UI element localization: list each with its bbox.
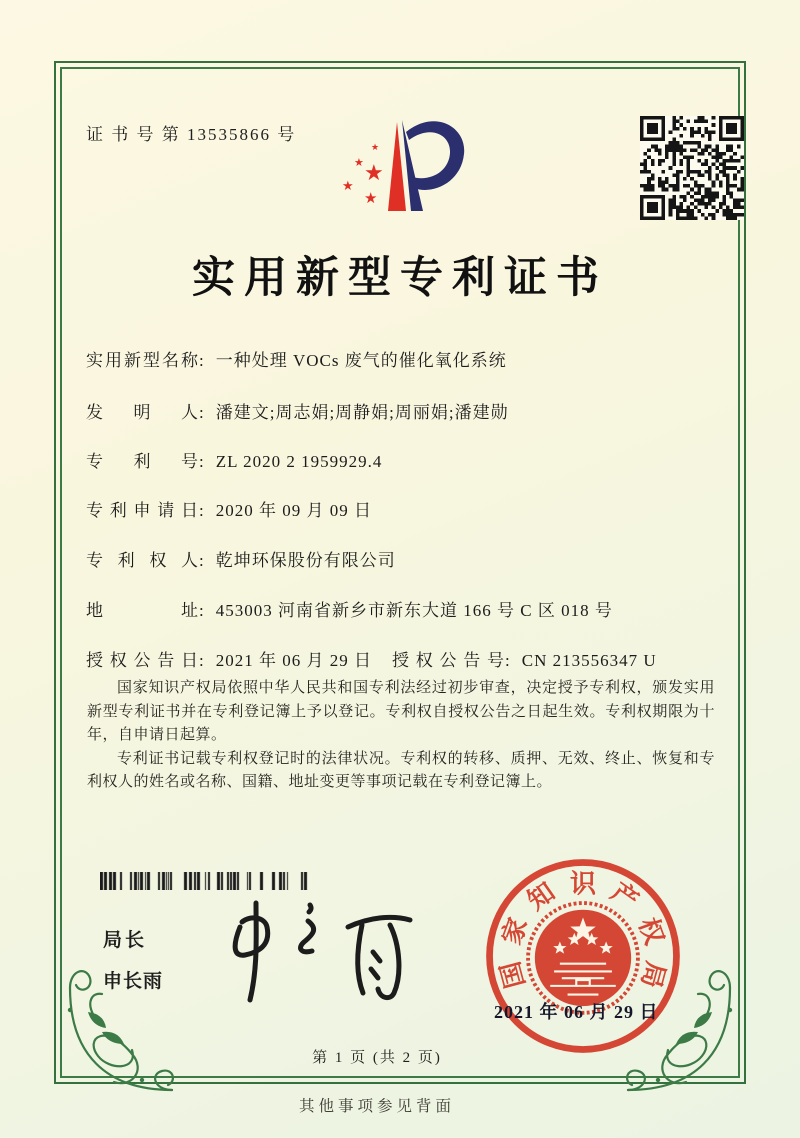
qr-code [640,116,744,220]
footer-note: 其他事项参见背面 [298,1098,455,1115]
logo-star-icon: ★ [364,160,384,185]
logo-star-icon: ★ [342,178,354,193]
seal-char: 权 [632,914,670,949]
seal-char: 知 [522,877,561,916]
field-value: 潘建文;周志娟;周静娟;周丽娟;潘建勋 [215,403,509,422]
legal-paragraph-1: 国家知识产权局依照中华人民共和国专利法经过初步审查，决定授予专利权，颁发实用新型专利证书并在专利登记簿上予以登记。专利权自授权公告之日起生效。专利权期限为十年，自申请日起算。 [87,680,715,743]
field-value: ZL 2020 2 1959929.4 [215,452,383,471]
field-row-grant-date [86,646,744,671]
field-label: 地址 [86,601,198,620]
field-label: 实用新型名称 [86,351,198,370]
field-row-address [86,596,744,621]
field-row-inventors [86,398,744,423]
legal-text [87,677,715,795]
field-colon: : [505,651,510,670]
certificate-title: 实用新型专利证书 [192,255,608,302]
field-colon: : [199,601,204,620]
logo-star-icon: ★ [354,157,364,169]
field-value: 乾坤环保股份有限公司 [215,551,396,570]
field-label: 专利权人 [86,551,198,570]
seal-char: 识 [569,869,597,899]
field-label: 授权公告日 [86,651,198,670]
field-row-filing-date [86,496,744,521]
cnipa-logo-icon [330,98,480,226]
legal-paragraph-2: 专利证书记载专利权登记时的法律状况。专利权的转移、质押、无效、终止、恢复和专利权人的姓名或名称、国籍、地址变更等事项记载在专利登记簿上。 [87,750,715,790]
field-colon: : [199,651,204,670]
commissioner-title: 局长 [103,930,148,951]
commissioner-block [103,925,163,993]
field-grant-number [392,646,657,671]
field-colon: : [199,403,204,422]
field-colon: : [199,501,204,520]
signature-icon [210,895,440,1010]
official-seal-icon [477,850,689,1062]
seal-char: 国 [495,958,531,992]
logo-star-icon: ★ [364,191,378,207]
field-colon: : [199,452,204,471]
field-label: 发明人 [86,403,198,422]
field-row-patentee [86,546,744,571]
field-label: 专利号 [86,452,198,471]
field-row-name [86,346,744,371]
field-label: 授权公告号 [392,651,504,670]
barcode [100,872,314,890]
field-colon: : [199,351,204,370]
field-value: 2020 年 09 月 09 日 [215,501,372,520]
seal-char: 局 [635,958,671,992]
field-value: 一种处理 VOCs 废气的催化氧化系统 [215,351,507,370]
seal-char: 产 [605,877,644,916]
field-row-patent-number [86,447,744,472]
field-label: 专利申请日 [86,501,198,520]
field-value: 453003 河南省新乡市新东大道 166 号 C 区 018 号 [215,601,613,620]
page-indicator: 第 1 页 (共 2 页) [312,1050,442,1066]
field-value: 2021 年 06 月 29 日 [215,651,372,670]
field-value: CN 213556347 U [521,651,657,670]
logo-star-icon: ★ [371,142,380,152]
seal-date: 2021 年 06 月 29 日 [494,1002,659,1022]
certificate-number: 证 书 号 第 13535866 号 [86,125,297,144]
field-colon: : [199,551,204,570]
seal-char: 家 [496,914,534,949]
commissioner-name: 申长雨 [103,971,164,992]
